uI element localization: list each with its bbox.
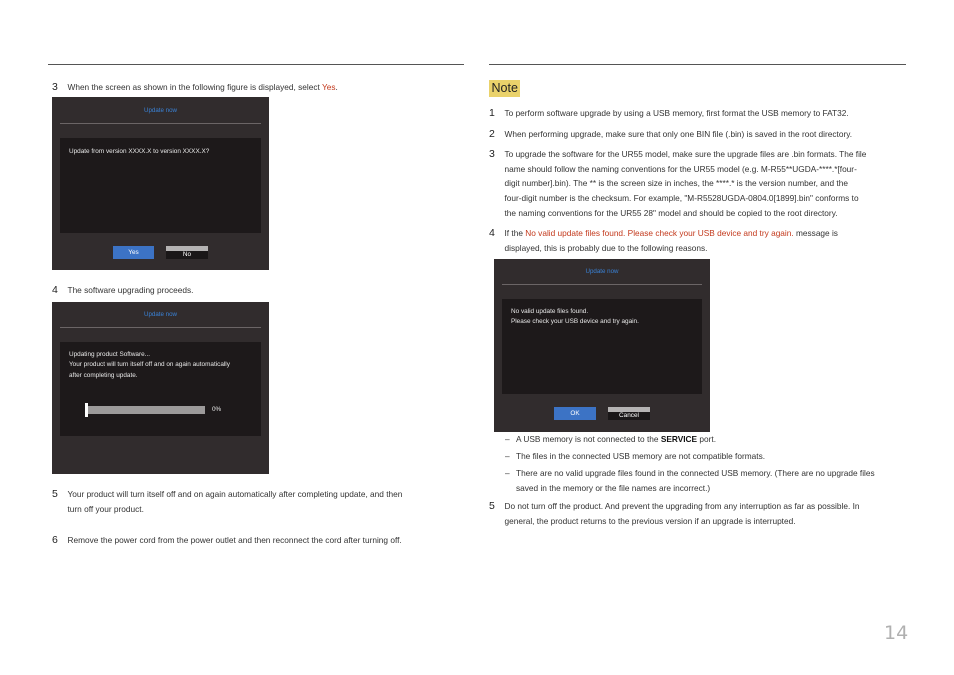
progress-line-1: Updating product Software... <box>69 351 150 358</box>
bullet-text <box>516 432 716 447</box>
progress-indicator <box>85 403 88 417</box>
progress-panel <box>60 342 261 436</box>
bullet-text <box>516 466 875 495</box>
update-progress-screen <box>52 302 269 474</box>
update-message: Update from version XXXX.X to version XXXX.X? <box>69 148 210 155</box>
bullet-dash: – <box>505 434 510 444</box>
item-text-line-1: Do not turn off the product. And prevent the upgrading from any interruption as far as possible. In <box>504 501 860 511</box>
header-rule-right <box>489 64 906 65</box>
bullet-dash: – <box>505 468 510 478</box>
step-text: Remove the power cord from the power outlet and then reconnect the cord after turning off. <box>67 535 402 545</box>
header-rule-left <box>48 64 464 65</box>
ok-button[interactable] <box>554 407 596 420</box>
item-text-line-5: the naming conventions for the UR55 28" model and should be copied to the root directory. <box>504 207 838 218</box>
item-number: 1 <box>489 107 495 119</box>
reason-bullet-2 <box>505 449 907 465</box>
item-text <box>505 226 838 255</box>
bullet-text-line-2: saved in the memory or the file names are incorrect.) <box>516 482 711 493</box>
step-4 <box>52 283 464 299</box>
item-number: 4 <box>489 227 495 239</box>
screen-title: Update now <box>585 268 619 275</box>
no-button-label: No <box>182 251 192 258</box>
item-text: When performing upgrade, make sure that only one BIN file (.bin) is saved in the root directory. <box>504 129 853 139</box>
step-text: The software upgrading proceeds. <box>67 285 194 295</box>
error-line-2: Please check your USB device and try again. <box>511 318 639 326</box>
note-label: Note <box>489 80 520 97</box>
item-text-line-2: name should follow the naming conventions for the UR55 model (e.g. M-R55**UGDA-****.*[four- <box>504 163 857 174</box>
bullet-text: The files in the connected USB memory are not compatible formats. <box>516 451 766 461</box>
item-text-line-2: general, the product returns to the previous version if an upgrade is interrupted. <box>504 515 796 526</box>
step-number: 5 <box>52 488 58 500</box>
page-number: 14 <box>884 622 909 644</box>
step-number: 4 <box>52 284 58 296</box>
step-3 <box>52 80 464 96</box>
item-text-line-1 <box>505 226 838 241</box>
highlight-yes: Yes <box>321 82 336 92</box>
update-confirm-screen <box>52 97 269 270</box>
step-text-prefix: When the screen as shown in the following figure is displayed, select <box>67 82 322 92</box>
reason-bullet-3 <box>505 466 907 497</box>
step-5 <box>52 487 464 519</box>
step-6 <box>52 533 464 549</box>
bullet-dash: – <box>505 451 510 461</box>
note-item-1 <box>489 106 907 122</box>
item-text-line-2: displayed, this is probably due to the following reasons. <box>504 242 708 253</box>
step-text <box>68 487 403 516</box>
no-button[interactable] <box>166 246 208 259</box>
item-text-prefix: If the <box>504 228 526 238</box>
title-divider <box>60 123 261 124</box>
step-text-line-2: turn off your product. <box>67 503 144 514</box>
item-number: 5 <box>489 500 495 512</box>
item-text-suffix: message is <box>793 228 838 238</box>
note-item-5 <box>489 499 907 530</box>
message-panel <box>60 138 261 233</box>
service-port-label: SERVICE <box>660 434 698 444</box>
yes-button[interactable] <box>113 246 154 259</box>
title-divider <box>502 284 702 285</box>
note-item-3 <box>489 147 907 223</box>
progress-line-3: after completing update. <box>69 371 138 379</box>
screen-title: Update now <box>143 311 178 318</box>
cancel-button[interactable] <box>608 407 650 420</box>
step-number: 6 <box>52 534 58 546</box>
item-text-line-3: digit number].bin). The ** is the screen size in inches, the ****.* is the version number, and the <box>504 178 848 189</box>
step-text <box>68 80 338 95</box>
item-text <box>505 147 867 221</box>
item-text-line-4: four-digit number is the checksum. For example, "M-R5528UGDA-0804.0[1899].bin" conforms to <box>504 193 859 204</box>
bullet-text-prefix: A USB memory is not connected to the <box>516 434 661 444</box>
progress-percent: 0% <box>212 406 222 413</box>
step-number: 3 <box>52 81 58 93</box>
screen-title: Update now <box>143 107 178 114</box>
item-text: To perform software upgrade by using a USB memory, first format the USB memory to FAT32. <box>504 108 849 118</box>
step-text-suffix: . <box>335 82 338 92</box>
error-line-1: No valid update files found. <box>511 308 589 315</box>
yes-button-label: Yes <box>128 249 139 257</box>
bullet-text-line-1: There are no valid upgrade files found in the connected USB memory. (There are no upgrade files <box>516 468 875 478</box>
item-number: 2 <box>489 128 495 140</box>
progress-line-2: Your product will turn itself off and on again automatically <box>69 361 230 369</box>
item-text <box>505 499 860 528</box>
progress-bar <box>85 406 205 414</box>
title-divider <box>60 327 261 328</box>
item-number: 3 <box>489 148 495 160</box>
reason-bullet-1 <box>505 432 907 448</box>
ok-button-label: OK <box>570 410 580 418</box>
no-update-files-screen <box>494 259 710 432</box>
bullet-text-suffix: port. <box>697 434 717 444</box>
progress-message <box>69 350 230 381</box>
highlight-error-message: No valid update files found. Please check your USB device and try again. <box>525 228 794 238</box>
cancel-button-label: Cancel <box>619 412 639 419</box>
message-panel <box>502 299 702 394</box>
note-item-4 <box>489 226 907 258</box>
item-text-line-1: To upgrade the software for the UR55 model, make sure the upgrade files are .bin formats. The file <box>504 149 867 159</box>
note-item-2 <box>489 127 907 143</box>
step-text-line-1: Your product will turn itself off and on again automatically after completing update, and then <box>67 489 403 499</box>
error-message <box>511 307 639 328</box>
